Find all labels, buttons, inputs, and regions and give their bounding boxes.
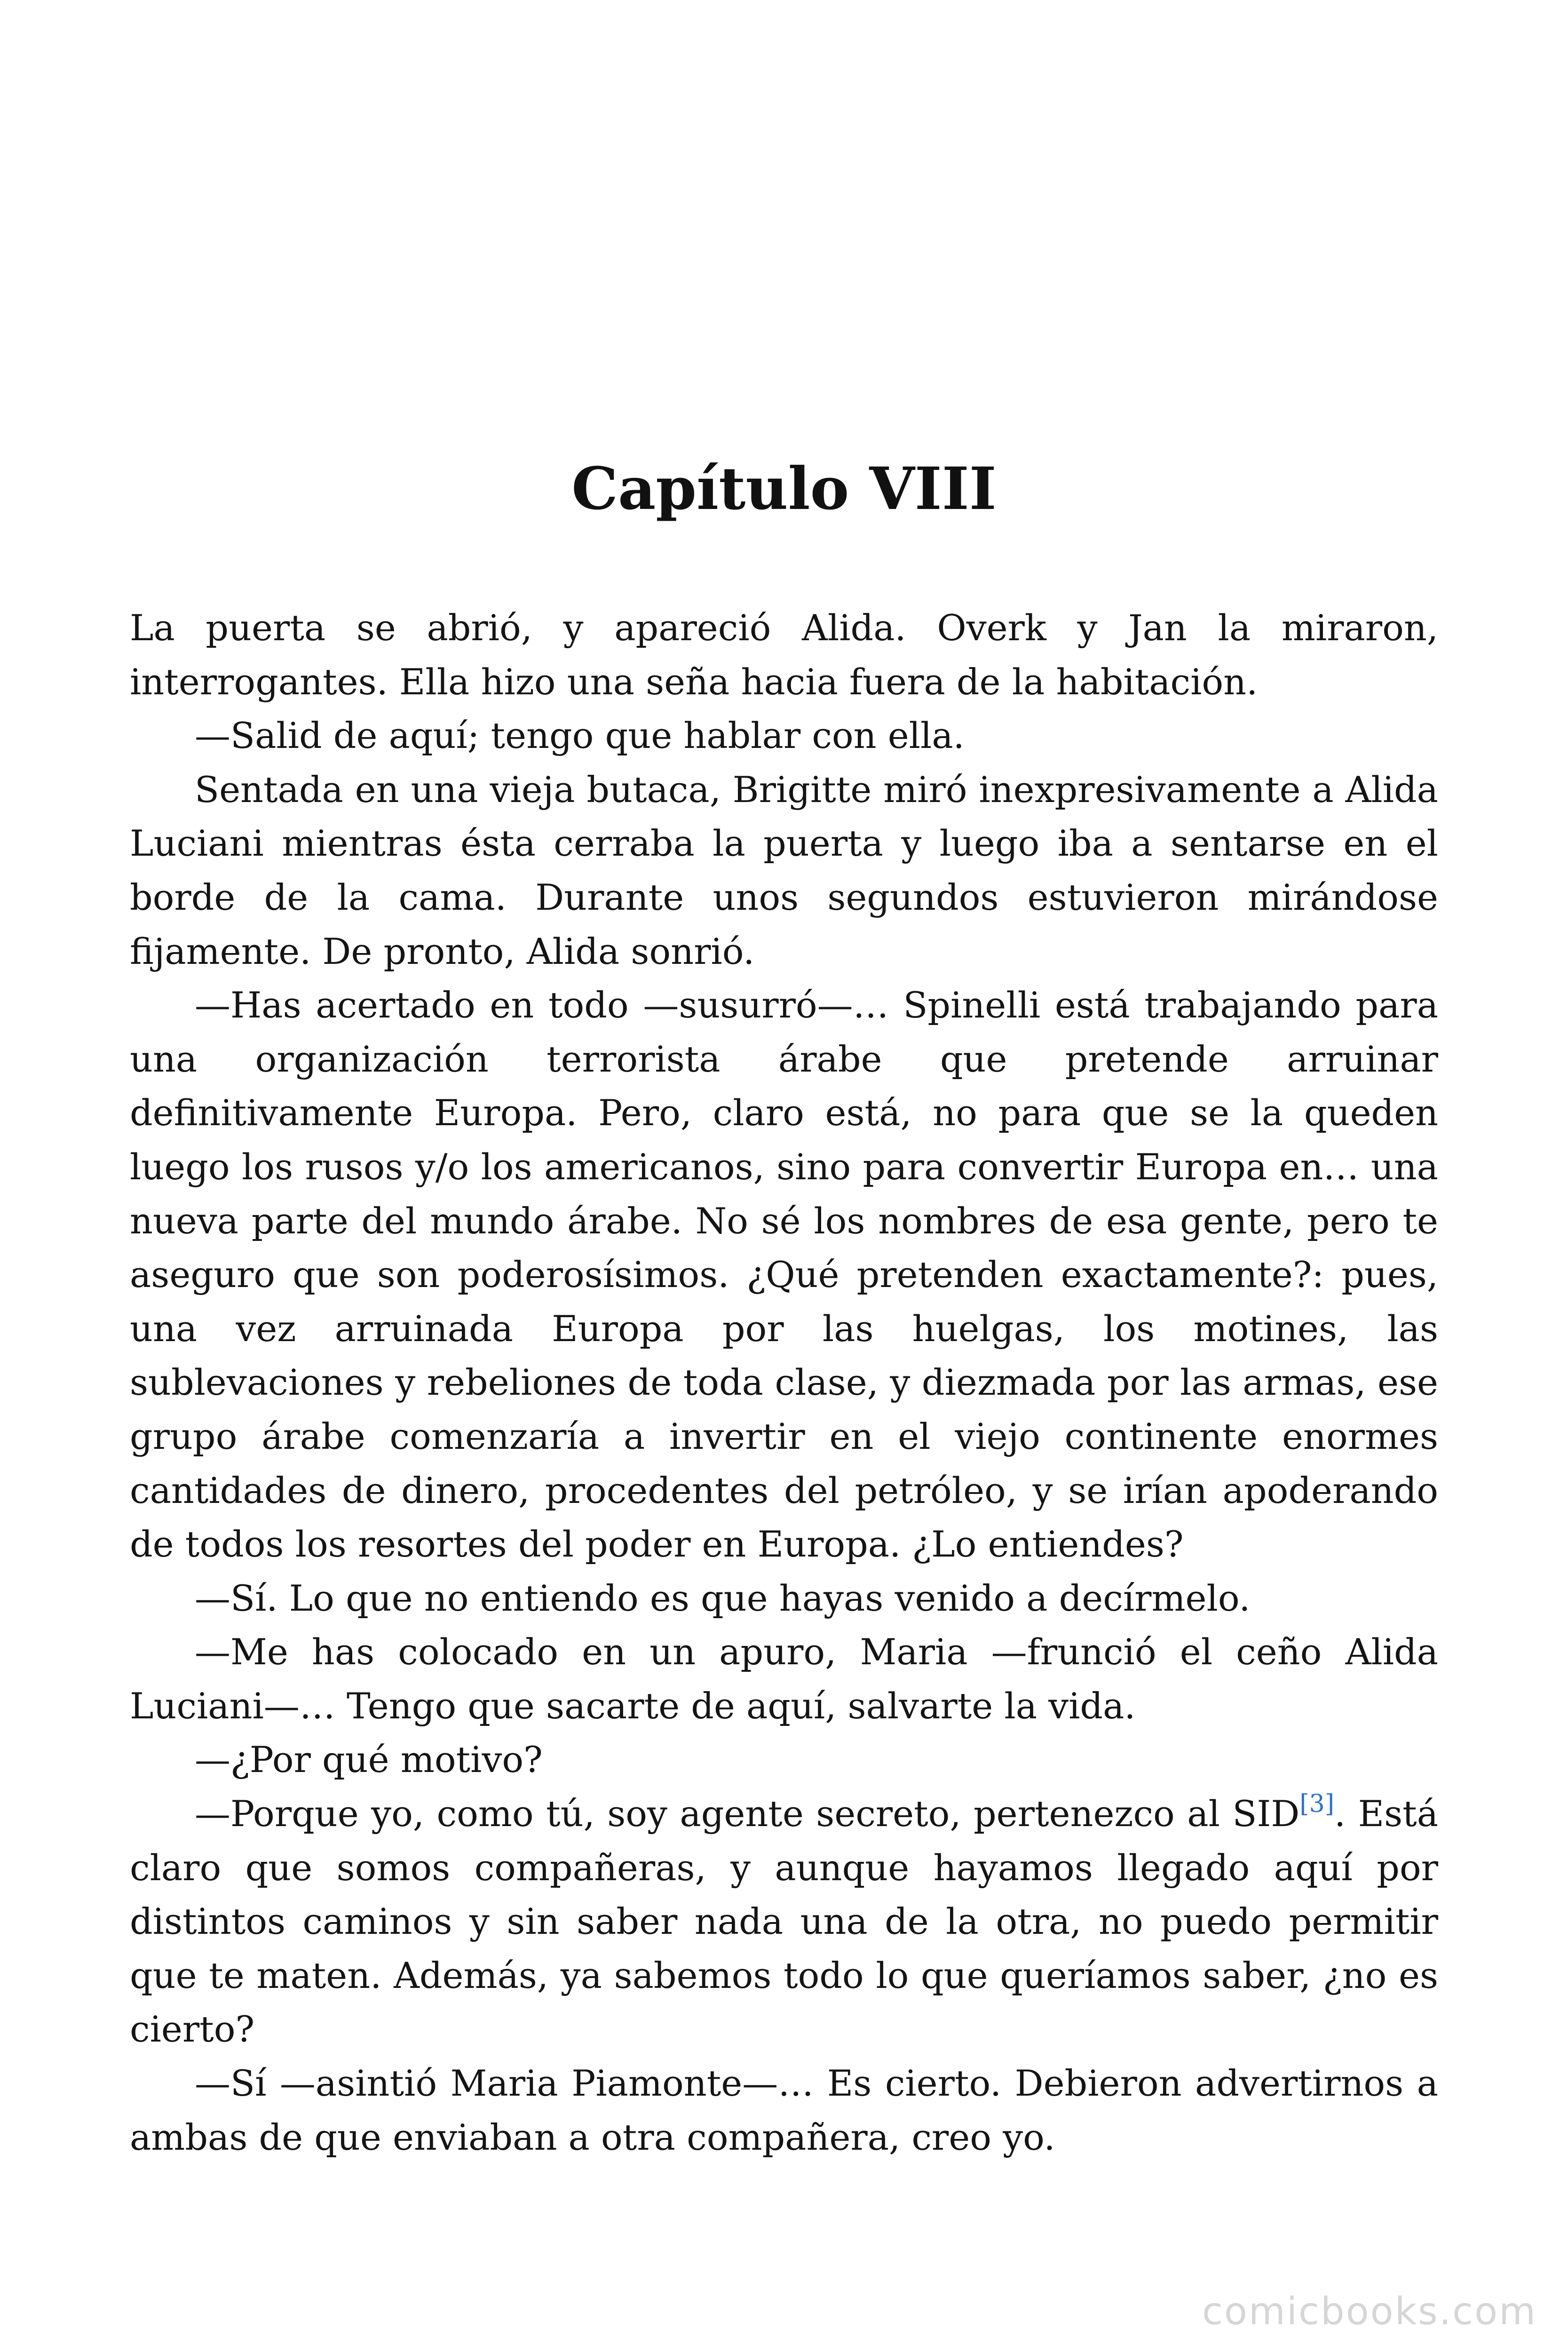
watermark: comicbooks.com	[1202, 2289, 1537, 2333]
chapter-body	[130, 601, 1438, 2164]
paragraph-7: —¿Por qué motivo?	[195, 1739, 543, 1781]
paragraph-9: —Sí —asintió Maria Piamonte—… Es cierto. Debieron advertirnos a ambas de que enviaban a otra compañera, creo yo.	[130, 2062, 1438, 2158]
paragraph-8-text-before: —Porque yo, como tú, soy agente secreto, pertenezco al SID	[195, 1793, 1300, 1835]
paragraph-8	[130, 1787, 1438, 2057]
paragraph-3: Sentada en una vieja butaca, Brigitte miró inexpresivamente a Alida Luciani mientras ésta cerraba la puerta y luego iba a sentarse en el borde de la cama. Durante unos segundos estuvieron mirándose fijamente. De pronto, Alida sonrió.	[130, 768, 1438, 972]
paragraph-5: —Sí. Lo que no entiendo es que hayas venido a decírmelo.	[195, 1577, 1251, 1619]
paragraph-2: —Salid de aquí; tengo que hablar con ella.	[195, 715, 965, 757]
paragraph-1: La puerta se abrió, y apareció Alida. Overk y Jan la miraron, interrogantes. Ella hizo una seña hacia fuera de la habitación.	[130, 607, 1438, 703]
footnote-link-3[interactable]: [3]	[1299, 1790, 1335, 1819]
paragraph-4: —Has acertado en todo —susurró—… Spinelli está trabajando para una organización terrorista árabe que pretende arruinar definitivamente Europa. Pero, claro está, no para que se la queden luego los rusos y/o los americanos, sino para convertir Europa en… una nueva parte del mundo árabe. No sé los nombres de esa gente, pero te aseguro que son poderosísimos. ¿Qué pretenden exactamente?: pues, una vez arruinada Europa por las huelgas, los motines, las sublevaciones y rebeliones de toda clase, y diezmada por las armas, ese grupo árabe comenzaría a invertir en el viejo continente enormes cantidades de dinero, procedentes del petróleo, y se irían apoderando de todos los resortes del poder en Europa. ¿Lo entiendes?	[130, 984, 1438, 1565]
paragraph-8-text-after: . Está claro que somos compañeras, y aunque hayamos llegado aquí por distintos caminos y sin saber nada una de la otra, no puedo permitir que te maten. Además, ya sabemos todo lo que queríamos saber, ¿no es cierto?	[130, 1793, 1439, 2050]
chapter-title: Capítulo VIII	[571, 455, 997, 523]
paragraph-6: —Me has colocado en un apuro, Maria —frunció el ceño Alida Luciani—… Tengo que sacarte de aquí, salvarte la vida.	[130, 1631, 1438, 1727]
